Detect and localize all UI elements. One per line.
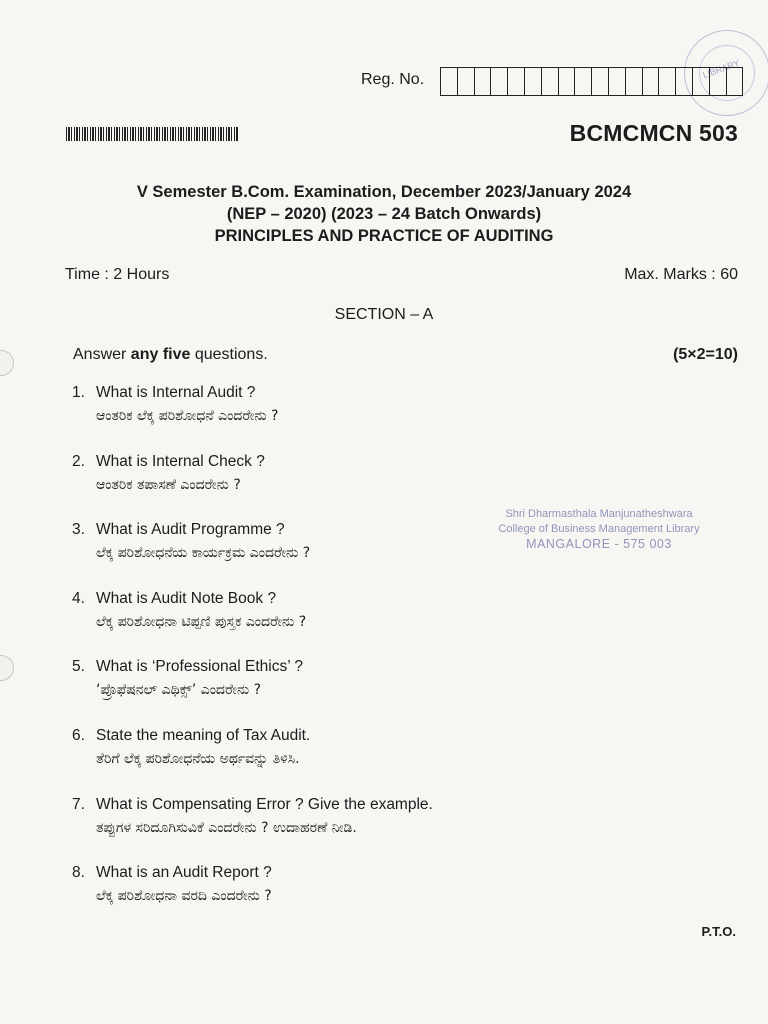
punch-hole bbox=[0, 655, 14, 681]
header-line-2: (NEP – 2020) (2023 – 24 Batch Onwards) bbox=[226, 205, 542, 223]
stamp-line-1: Shri Dharmasthala Manjunatheshwara bbox=[505, 508, 693, 520]
question-item: 5. What is ‘Professional Ethics’ ? ‘ಪ್ರೊಫೆಷನಲ್ ಎಥಿಕ್ಸ್’ ಎಂದರೇನು ? bbox=[72, 658, 433, 727]
exam-header bbox=[0, 181, 768, 247]
barcode bbox=[66, 127, 238, 141]
instruction: Answer any five questions. bbox=[73, 346, 268, 363]
question-text-en: What is Internal Check ? bbox=[96, 452, 265, 470]
question-text-kn: ಲೆಕ್ಕ ಪರಿಶೋಧನಾ ವರದಿ ಎಂದರೇನು ? bbox=[96, 888, 272, 905]
stamp-line-3: MANGALORE - 575 003 bbox=[526, 537, 672, 551]
reg-no-label: Reg. No. bbox=[361, 71, 425, 88]
library-stamp bbox=[472, 507, 726, 552]
marks-scheme: (5×2=10) bbox=[673, 346, 738, 363]
question-list bbox=[72, 384, 433, 933]
question-text-kn: ತೆರಿಗೆ ಲೆಕ್ಕ ಪರಿಶೋಧನೆಯ ಅರ್ಥವನ್ನು ತಿಳಿಸಿ. bbox=[96, 750, 300, 767]
instruction-emphasis: any five bbox=[130, 346, 191, 363]
question-item: 1. What is Internal Audit ? ಆಂತರಿಕ ಲೆಕ್ಕ ಪರಿಶೋಧನೆ ಎಂದರೇನು ? bbox=[72, 384, 433, 453]
question-item: 3. What is Audit Programme ? ಲೆಕ್ಕ ಪರಿಶೋಧನೆಯ ಕಾರ್ಯಕ್ರಮ ಎಂದರೇನು ? bbox=[72, 521, 433, 590]
pto-marker: P.T.O. bbox=[701, 924, 736, 939]
question-text-en: What is Internal Audit ? bbox=[96, 384, 256, 401]
question-text-en: What is Audit Note Book ? bbox=[96, 589, 277, 607]
reg-no-boxes bbox=[440, 67, 743, 96]
question-text-kn: ಆಂತರಿಕ ಲೆಕ್ಕ ಪರಿಶೋಧನೆ ಎಂದರೇನು ? bbox=[96, 408, 279, 424]
question-text-kn: ಲೆಕ್ಕ ಪರಿಶೋಧನಾ ಟಿಪ್ಪಣಿ ಪುಸ್ತಕ ಎಂದರೇನು ? bbox=[96, 613, 307, 630]
question-text-en: What is Compensating Error ? Give the example. bbox=[96, 795, 433, 813]
stamp-line-2: College of Business Management Library bbox=[498, 523, 700, 535]
question-item: 6. State the meaning of Tax Audit. ತೆರಿಗೆ ಲೆಕ್ಕ ಪರಿಶೋಧನೆಯ ಅರ್ಥವನ್ನು ತಿಳಿಸಿ. bbox=[72, 727, 433, 796]
question-text-en: What is an Audit Report ? bbox=[96, 864, 272, 882]
question-item: 8. What is an Audit Report ? ಲೆಕ್ಕ ಪರಿಶೋಧನಾ ವರದಿ ಎಂದರೇನು ? bbox=[72, 864, 433, 933]
header-line-3: PRINCIPLES AND PRACTICE OF AUDITING bbox=[214, 227, 554, 245]
punch-hole bbox=[0, 350, 14, 376]
header-line-1: V Semester B.Com. Examination, December 2023/January 2024 bbox=[136, 183, 632, 201]
question-item: 7. What is Compensating Error ? Give the example. ತಪ್ಪುಗಳ ಸರಿದೂಗಿಸುವಿಕೆ ಎಂದರೇನು ? ಉದಾಹರಣೆ ನೀಡಿ. bbox=[72, 795, 433, 836]
question-text-kn: ಆಂತರಿಕ ತಪಾಸಣೆ ಎಂದರೇನು ? bbox=[96, 476, 241, 493]
question-item: 2. What is Internal Check ? ಆಂತರಿಕ ತಪಾಸಣೆ ಎಂದರೇನು ? bbox=[72, 453, 433, 522]
paper-code: BCMCMCN 503 bbox=[569, 120, 738, 146]
question-text-en: What is ‘Professional Ethics’ ? bbox=[96, 658, 304, 676]
question-text-kn: ತಪ್ಪುಗಳ ಸರಿದೂಗಿಸುವಿಕೆ ಎಂದರೇನು ? ಉದಾಹರಣೆ ನೀಡಿ. bbox=[96, 819, 357, 836]
question-text-kn: ‘ಪ್ರೊಫೆಷನಲ್ ಎಥಿಕ್ಸ್’ ಎಂದರೇನು ? bbox=[96, 682, 262, 699]
max-marks: Max. Marks : 60 bbox=[624, 266, 738, 283]
question-text-kn: ಲೆಕ್ಕ ಪರಿಶೋಧನೆಯ ಕಾರ್ಯಕ್ರಮ ಎಂದರೇನು ? bbox=[96, 545, 311, 562]
seal-text: LIBRARY bbox=[701, 57, 741, 81]
question-item: 4. What is Audit Note Book ? ಲೆಕ್ಕ ಪರಿಶೋಧನಾ ಟಿಪ್ಪಣಿ ಪುಸ್ತಕ ಎಂದರೇನು ? bbox=[72, 590, 433, 659]
time-allowed: Time : 2 Hours bbox=[65, 266, 170, 283]
question-text-en: State the meaning of Tax Audit. bbox=[96, 726, 311, 744]
section-title: SECTION – A bbox=[334, 306, 434, 323]
question-text-en: What is Audit Programme ? bbox=[96, 521, 285, 539]
